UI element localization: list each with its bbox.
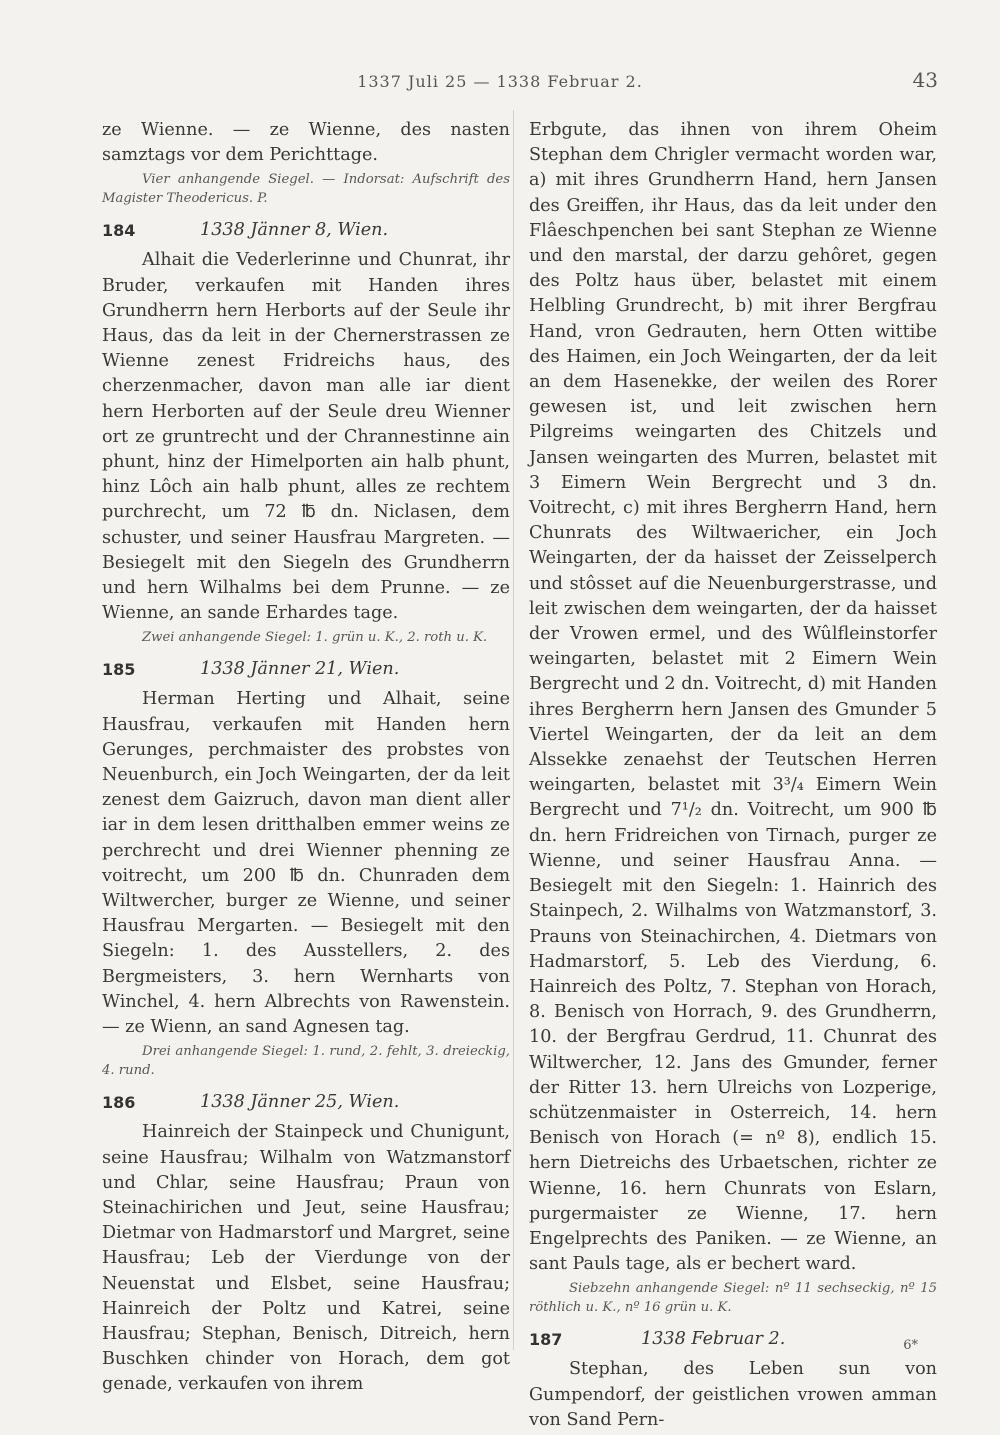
running-title: 1337 Juli 25 — 1338 Februar 2. [357, 72, 643, 91]
entry-number: 184 [102, 221, 136, 241]
continuation-text: ze Wienne. — ze Wienne, des nasten samztags vor dem Perichttage. [102, 120, 510, 166]
entry-date: 1338 Februar 2. [641, 1329, 786, 1350]
entry-text: Hainreich der Stainpeck und Chunigunt, seine Hausfrau; Wilhalm von Watzmanstorf und Chlar, seine Hausfrau; Praun von Steinachirichen und Jeut, seine Hausfrau; Dietmar von Hadmarstorf und Margret, seine Hausfrau; Leb der Vierdunge von der Neuenstat und Elsbet, seine Hausfrau; Hainreich der Poltz und Katrei, seine Hausfrau; Stephan, Benisch, Ditreich, hern Buschken chinder von Horach, dem got genade, verkaufen von ihrem [102, 1122, 510, 1395]
entry-number: 186 [102, 1093, 136, 1113]
entry-date: 1338 Jänner 21, Wien. [200, 659, 400, 680]
entry-date: 1338 Jänner 25, Wien. [200, 1092, 400, 1113]
continuation-text: Erbgute, das ihnen von ihrem Oheim Stephan dem Chrigler vermacht worden war, a) mit ihres Grundherrn Hand, hern Jansen des Greiffen, ihr Haus, das da leit under den Flâeschpenchen bei sant Stephan ze Wienne und den marstal, der darzu gehôret, gegen des Poltz haus über, belastet mit einem Helbling Grundrecht, b) mit ihrer Bergfrau Hand, vron Gedrauten, hern Otten wittibe des Haimen, ein Joch Weingarten, der da leit an dem Hasenekke, der weilen des Rorer gewesen ist, und leit zwischen hern Pilgreims weingarten des Chitzels und Jansen weingarten des Murren, belastet mit 3 Eimern Wein Bergrecht und 3 dn. Voitrecht, c) mit ihres Bergherrn Hand, hern Chunrats des Wiltwaericher, ein Joch Weingarten, der da haisset der Zeisselperch und stôsset auf die Neuenburgerstrasse, und leit zwischen dem weingarten, der da haisset der Vrowen ermel, und des Wûlfleinstorfer weingarten, belastet mit 2 Eimern Wein Bergrecht und 2 dn. Voitrecht, d) mit Handen ihres Bergherrn hern Jansen des Gmunder 5 Viertel Weingarten, der da leit an dem Alssekke zenaehst der Teutschen Herren weingarten, belastet mit 3³/₄ Eimern Wein Bergrecht und 7¹/₂ dn. Voitrecht, um 900 ℔ dn. hern Fridreichen von Tirnach, purger ze Wienne, und seiner Hausfrau Anna. — Besiegelt mit den Siegeln: 1. Hainrich des Stainpech, 2. Wilhalms von Watzmanstorf, 3. Prauns von Steinachirchen, 4. Dietmars von Hadmarstorf, 5. Leb des Vierdung, 6. Hainreich des Poltz, 7. Stephan von Horach, 8. Benisch von Horrach, 9. des Grundherrn, 10. der Bergfrau Gerdrud, 11. Chunrat des Wiltwercher, 12. Jans des Gmunder, ferner der Ritter 13. hern Ulreichs von Lozperige, schützenmaister in Osterreich, 14. hern Benisch von Horach (= nº 8), endlich 15. hern Dietreichs des Urbaetschen, richter ze Wienne, 16. hern Chunrats von Eslarn, purgermaister ze Wienne, 17. hern Engelprechts des Paniken. — ze Wienne, an sant Pauls tage, als er bechert ward. [529, 120, 937, 1275]
entry-number: 187 [529, 1330, 563, 1350]
entry-note: Drei anhangende Siegel: 1. rund, 2. fehlt, 3. dreieckig, 4. rund. [102, 1044, 510, 1079]
entry-text: Herman Herting und Alhait, seine Hausfrau, verkaufen mit Handen hern Gerunges, perchmaister des probstes von Neuenburch, ein Joch Weingarten, der da leit zenest dem Gaizruch, davon man dient aller iar in dem lesen dritthalben emmer weins ze perchrecht und drei Wienner phenning ze voitrecht, um 200 ℔ dn. Chunraden dem Wiltwercher, burger ze Wienne, und seiner Hausfrau Mergarten. — Besiegelt mit den Siegeln: 1. des Ausstellers, 2. des Bergmeisters, 3. hern Wernharts von Winchel, 4. hern Albrechts von Rawenstein. — ze Wienn, an sand Agnesen tag. [102, 689, 510, 1038]
column-divider [513, 110, 514, 1350]
signature-mark: 6* [903, 1338, 918, 1353]
entry-text: Alhait die Vederlerinne und Chunrat, ihr Bruder, verkaufen mit Handen ihres Grundherrn hern Herborts auf der Seule ihr Haus, das da leit in der Chernerstrassen ze Wienne zenest Fridreichs haus, des cherzenmacher, davon man alle iar dient hern Herborten auf der Seule dreu Wienner ort ze gruntrecht und der Chrannestinne ain phunt, hinz der Himelporten ain halb phunt, hinz Lôch ain halb phunt, alles ze rechtem purchrecht, um 72 ℔ dn. Niclasen, dem schuster, und seiner Hausfrau Margreten. — Besiegelt mit den Siegeln des Grundherrn und hern Wilhalms bei dem Prunne. — ze Wienne, an sande Erhardes tage. [102, 250, 510, 624]
continuation-note: Siebzehn anhangende Siegel: nº 11 sechseckig, nº 15 röthlich u. K., nº 16 grün u. K. [529, 1281, 937, 1316]
page-header [0, 68, 1000, 96]
left-column [102, 118, 510, 1398]
entry-note: Zwei anhangende Siegel: 1. grün u. K., 2. roth u. K. [142, 630, 488, 646]
entry-heading-185 [102, 657, 510, 685]
entry-date: 1338 Jänner 8, Wien. [200, 220, 389, 241]
entry-heading-184 [102, 218, 510, 246]
continuation-note: Vier anhangende Siegel. — Indorsat: Aufschrift des Magister Theodericus. P. [102, 172, 510, 207]
page-number: 43 [912, 68, 938, 92]
entry-heading-187 [529, 1327, 937, 1355]
right-column [529, 118, 937, 1433]
entry-heading-186 [102, 1090, 510, 1118]
entry-text: Stephan, des Leben sun von Gumpendorf, der geistlichen vrowen amman von Sand Pern- [529, 1359, 937, 1430]
entry-number: 185 [102, 660, 136, 680]
